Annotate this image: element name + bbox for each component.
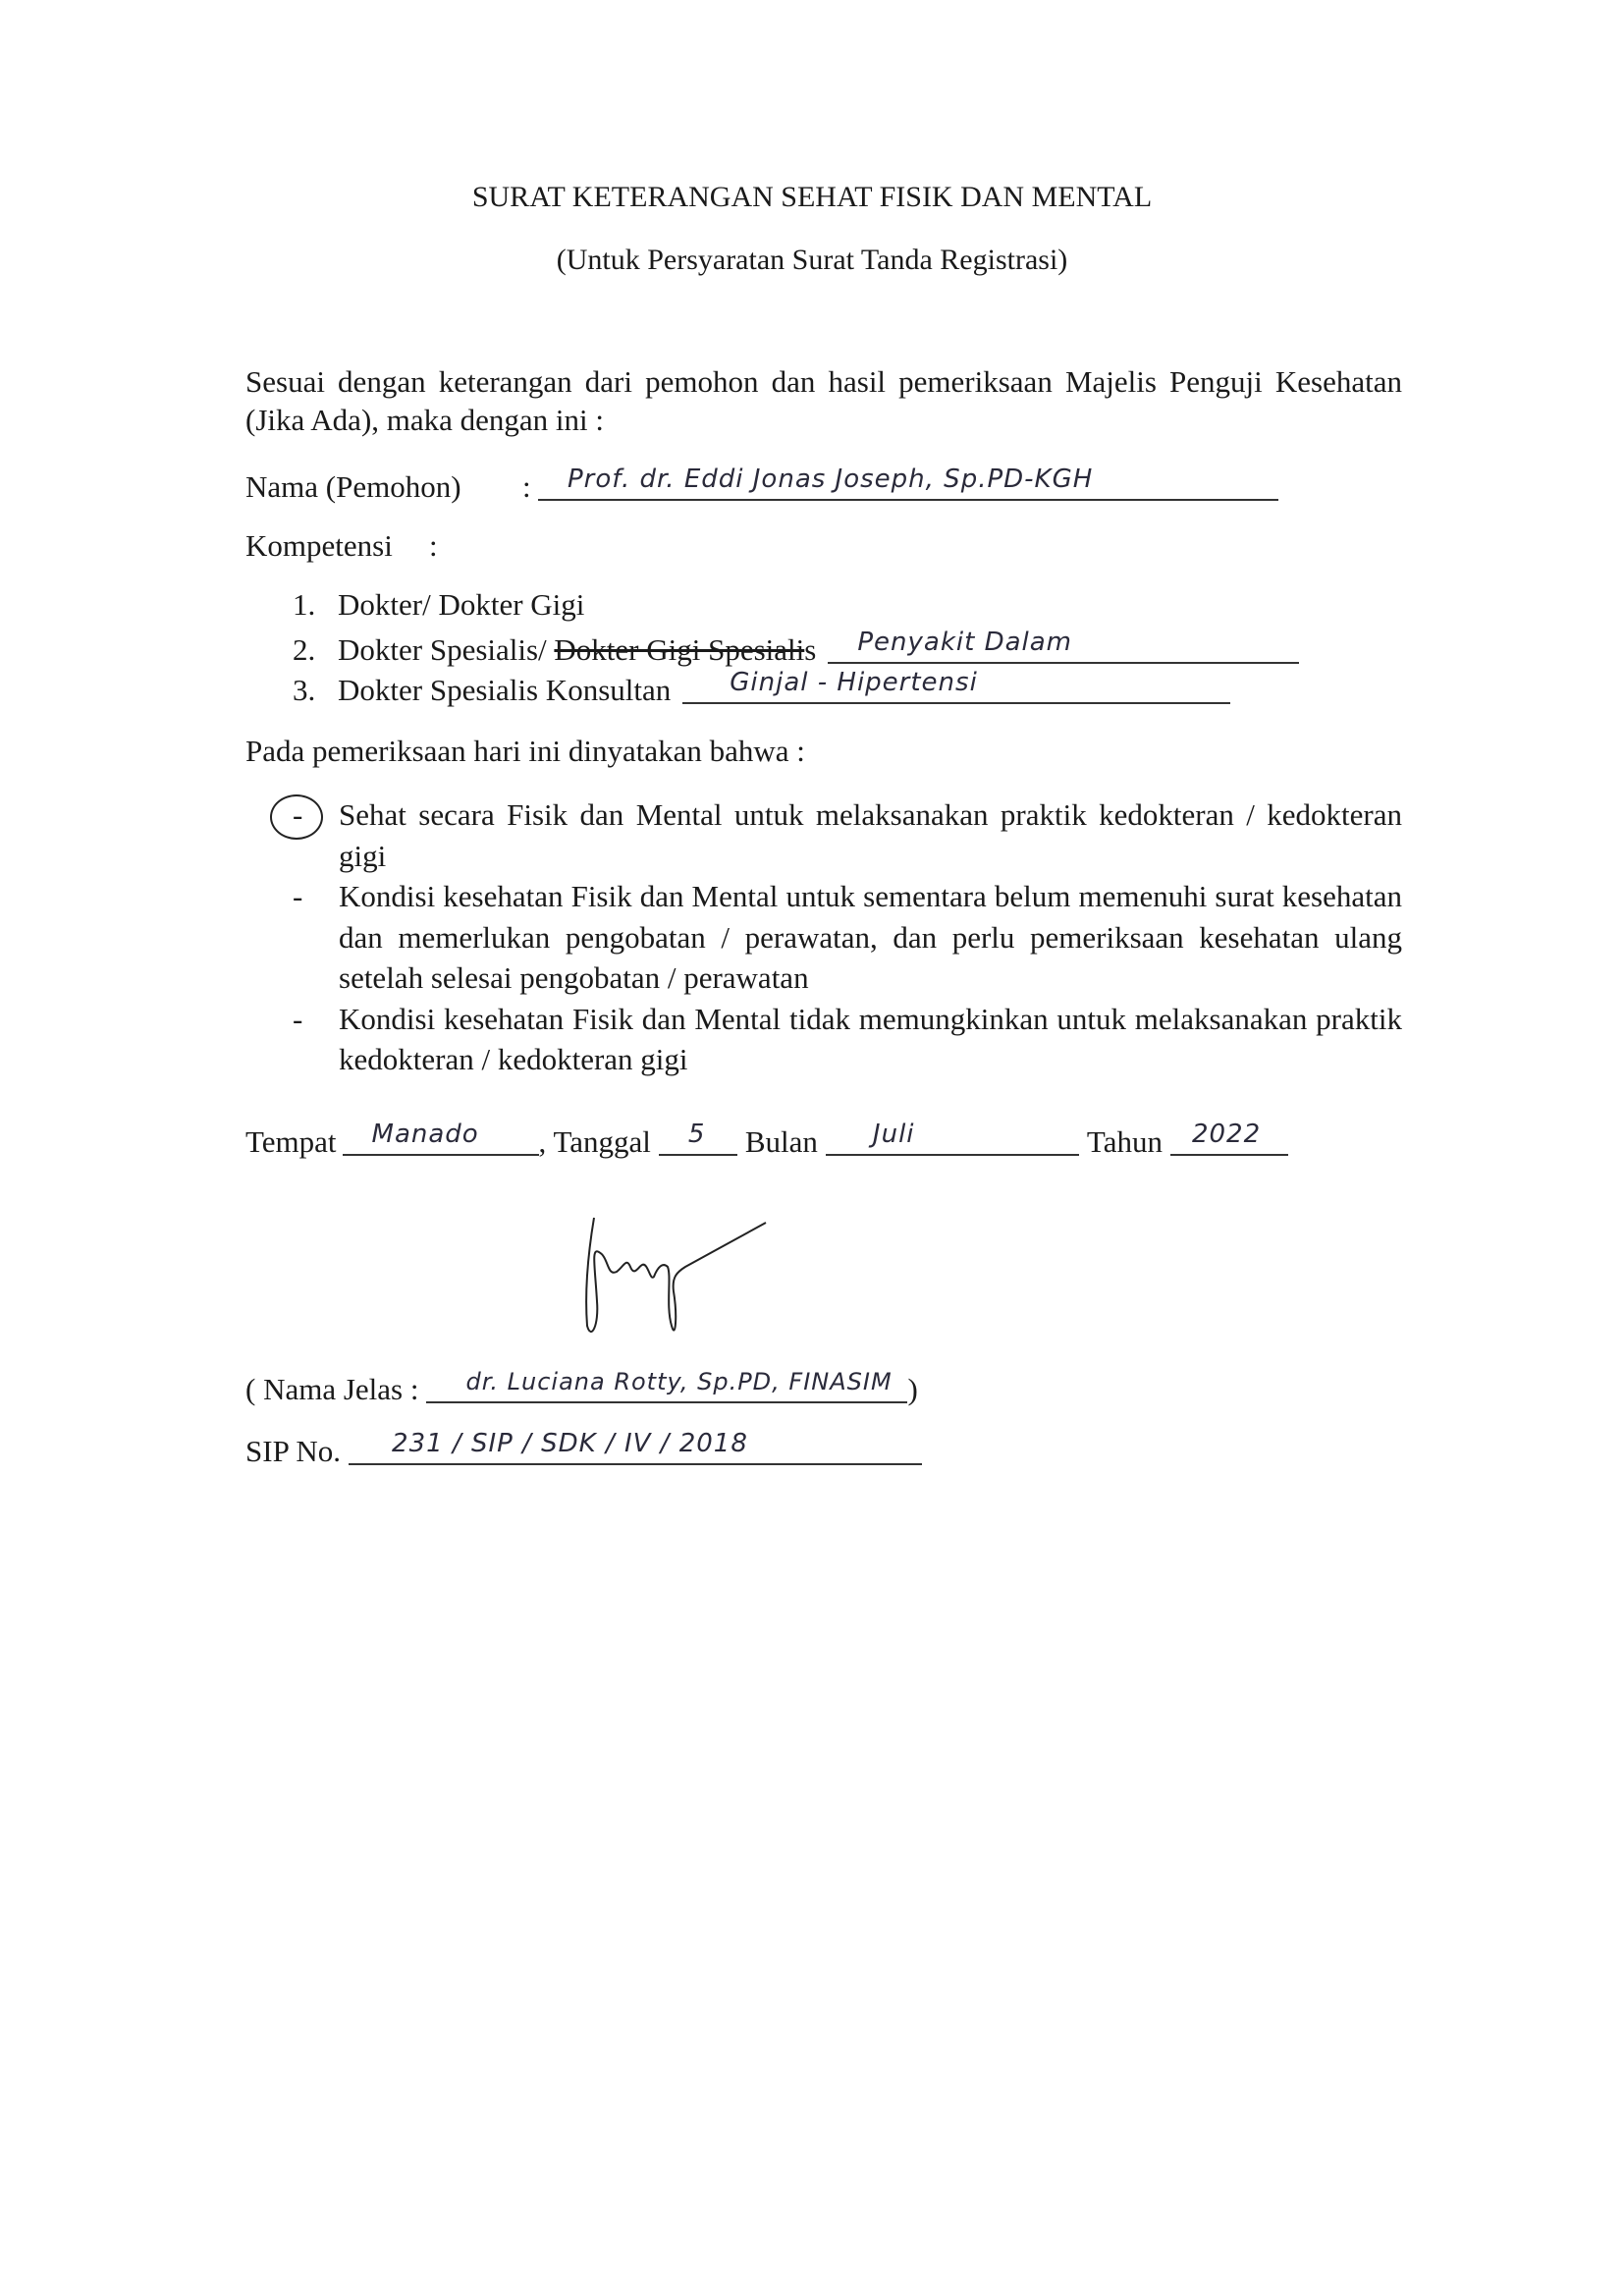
option-2-marker: -: [293, 879, 303, 913]
option-3[interactable]: [245, 999, 1402, 1080]
konsultan-value[interactable]: Ginjal - Hipertensi: [682, 665, 1230, 704]
intro-line-1: Sesuai dengan keterangan dari pemohon dan hasil pemeriksaan Majelis Penguji Kesehatan: [245, 364, 1402, 399]
document-title: SURAT KETERANGAN SEHAT FISIK DAN MENTAL: [471, 181, 1153, 213]
tanggal-value[interactable]: 5: [659, 1117, 737, 1156]
item-label: Dokter Spesialis/: [338, 632, 555, 667]
tempat-label: Tempat: [245, 1124, 337, 1159]
tanggal-label: , Tanggal: [538, 1124, 651, 1159]
selected-option-circle: [270, 794, 323, 840]
option-2-text[interactable]: Kondisi kesehatan Fisik dan Mental untuk sementara belum memenuhi surat kesehatan dan memerlukan pengobatan / perawatan, dan perlu pemeriksaan kesehatan ulang setelah selesai pengobatan / perawatan: [339, 879, 1402, 995]
item-number: 3.: [293, 673, 316, 707]
tahun-value[interactable]: 2022: [1170, 1117, 1288, 1156]
spesialis-value[interactable]: Penyakit Dalam: [828, 625, 1299, 664]
nama-jelas-close: ): [907, 1372, 918, 1406]
options-list: [245, 794, 1402, 1080]
item-number: 1.: [293, 587, 316, 622]
nama-label: Nama (Pemohon): [245, 469, 461, 504]
nama-row: [245, 465, 1278, 505]
kompetensi-item-2: [293, 629, 1299, 668]
tempat-value[interactable]: Manado: [343, 1117, 539, 1156]
nama-value[interactable]: Prof. dr. Eddi Jonas Joseph, Sp.PD-KGH: [538, 462, 1278, 501]
option-2[interactable]: [245, 876, 1402, 999]
item-label: Dokter Spesialis Konsultan: [338, 673, 672, 707]
option-1-text[interactable]: Sehat secara Fisik dan Mental untuk melaksanakan praktik kedokteran / kedokteran gigi: [339, 797, 1402, 873]
bulan-value[interactable]: Juli: [826, 1117, 1079, 1156]
item-number: 2.: [293, 632, 316, 667]
nama-jelas-label: ( Nama Jelas :: [245, 1372, 419, 1406]
option-3-marker: -: [293, 1001, 303, 1036]
place-date-row: [245, 1121, 1288, 1160]
kompetensi-item-1: [293, 587, 584, 623]
item-label: Dokter/ Dokter Gigi: [338, 587, 585, 622]
option-3-text[interactable]: Kondisi kesehatan Fisik dan Mental tidak memungkinkan untuk melaksanakan praktik kedokteran / kedokteran gigi: [339, 1001, 1402, 1076]
pemeriksaan-label: Pada pemeriksaan hari ini dinyatakan bahwa :: [245, 734, 805, 768]
item-suffix: s: [804, 632, 817, 667]
bulan-label: Bulan: [744, 1124, 818, 1159]
nama-jelas-row: [245, 1368, 918, 1407]
kompetensi-colon: :: [429, 528, 438, 563]
option-1[interactable]: [245, 794, 1402, 876]
sip-value[interactable]: 231 / SIP / SDK / IV / 2018: [349, 1426, 922, 1465]
kompetensi-label: Kompetensi: [245, 528, 393, 563]
option-1-marker-wrap: [245, 794, 339, 876]
sip-row: [245, 1430, 922, 1469]
sip-label: SIP No.: [245, 1434, 342, 1468]
intro-line-2: (Jika Ada), maka dengan ini :: [245, 403, 605, 437]
kompetensi-item-3: [293, 669, 1230, 708]
tahun-label: Tahun: [1086, 1124, 1163, 1159]
nama-colon: :: [522, 469, 531, 504]
document-subtitle: (Untuk Persyaratan Surat Tanda Registrasi): [556, 244, 1068, 276]
struck-text: Dokter Gigi Spesiali: [554, 632, 805, 667]
option-1-marker: -: [293, 797, 303, 832]
nama-jelas-value[interactable]: dr. Luciana Rotty, Sp.PD, FINASIM: [426, 1364, 907, 1403]
signature: [569, 1208, 785, 1345]
